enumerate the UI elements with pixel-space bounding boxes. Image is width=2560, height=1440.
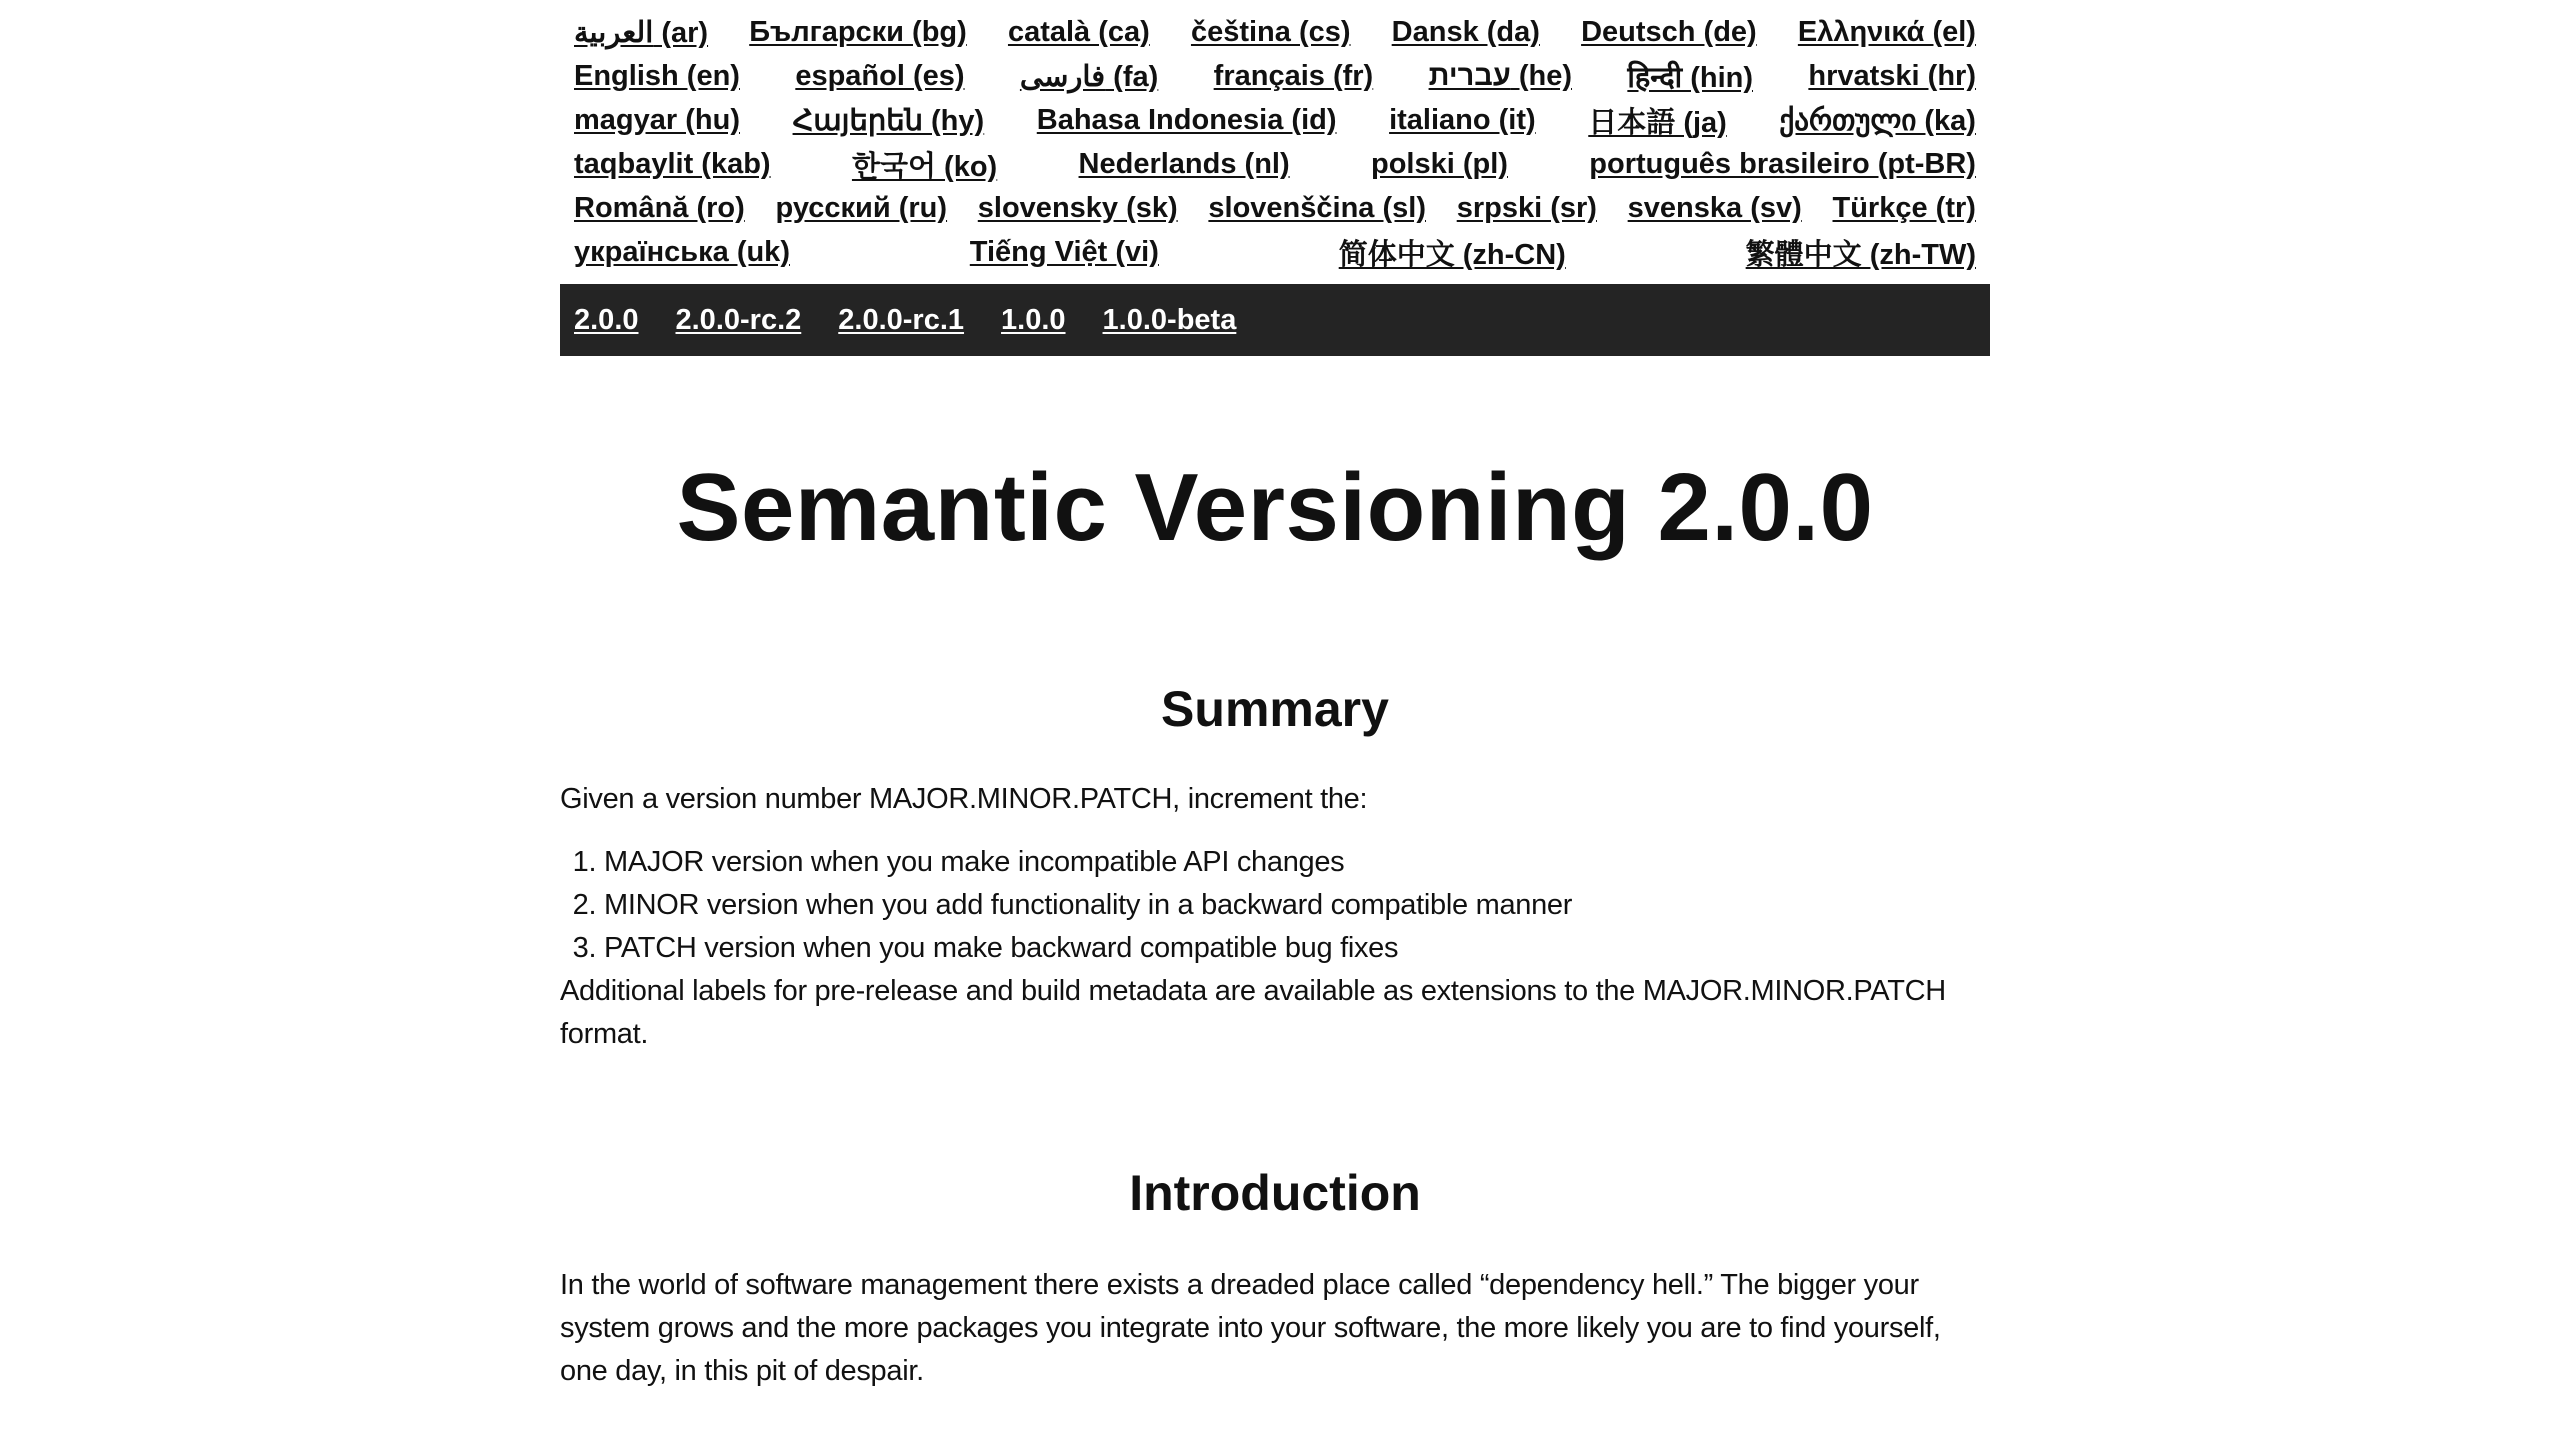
lang-link-zh-tw[interactable]: 繁體中文 (zh-TW) [1745,238,1976,271]
language-row-5 [574,186,1976,230]
language-row-1 [574,10,1976,54]
lang-link-tr[interactable]: Türkçe (tr) [1832,191,1976,224]
lang-link-ja[interactable]: 日本語 (ja) [1588,106,1727,139]
lang-link-cs[interactable]: čeština (cs) [1190,15,1351,48]
page [560,0,1990,1393]
introduction-section [560,1165,1990,1393]
lang-link-bg[interactable]: Български (bg) [749,15,967,48]
summary-list [560,841,1990,970]
lang-link-sk[interactable]: slovensky (sk) [977,191,1178,224]
language-nav [560,0,1990,274]
version-link-2-0-0-rc2[interactable]: 2.0.0-rc.2 [675,303,802,336]
lang-link-hin[interactable]: हिन्दी (hin) [1627,61,1753,94]
lang-link-fr[interactable]: français (fr) [1213,59,1374,92]
lang-link-de[interactable]: Deutsch (de) [1581,15,1757,48]
summary-list-item-minor: 2. MINOR version when you add functionality in a backward compatible manner [604,884,1990,927]
summary-note: Additional labels for pre-release and build metadata are available as extensions to the MAJOR.MINOR.PATCH format. [560,975,1946,1050]
version-bar [560,284,1990,356]
version-link-2-0-0[interactable]: 2.0.0 [574,303,639,336]
lang-link-ko[interactable]: 한국어 (ko) [851,150,998,183]
lang-link-el[interactable]: Ελληνικά (el) [1797,15,1976,48]
lang-link-sr[interactable]: srpski (sr) [1456,191,1597,224]
lang-link-uk[interactable]: українська (uk) [574,235,790,268]
lang-link-hr[interactable]: hrvatski (hr) [1808,59,1976,92]
summary-list-item-patch: 3. PATCH version when you make backward compatible bug fixes [604,927,1990,970]
language-row-4 [574,142,1976,186]
lang-link-hu[interactable]: magyar (hu) [574,103,740,136]
version-link-1-0-0-beta[interactable]: 1.0.0-beta [1102,303,1237,336]
lang-link-ro[interactable]: Română (ro) [574,191,745,224]
page-title: Semantic Versioning 2.0.0 [676,454,1874,561]
lang-link-en[interactable]: English (en) [574,59,740,92]
introduction-heading: Introduction [1129,1165,1421,1221]
lang-link-nl[interactable]: Nederlands (nl) [1078,147,1290,180]
lang-link-ka[interactable]: ქართული (ka) [1779,104,1976,137]
lang-link-pt-br[interactable]: português brasileiro (pt-BR) [1589,147,1976,180]
language-row-2 [574,54,1976,98]
summary-intro-text: Given a version number MAJOR.MINOR.PATCH, increment the: [560,783,1368,815]
lang-link-he[interactable]: עברית (he) [1428,59,1572,92]
lang-link-id[interactable]: Bahasa Indonesia (id) [1036,103,1337,136]
lang-link-da[interactable]: Dansk (da) [1391,15,1540,48]
lang-link-es[interactable]: español (es) [795,59,965,92]
language-row-6 [574,230,1976,274]
version-link-2-0-0-rc1[interactable]: 2.0.0-rc.1 [838,303,965,336]
lang-link-hy[interactable]: Հայերեն (hy) [792,104,985,137]
lang-link-ru[interactable]: русский (ru) [775,191,948,224]
lang-link-ar[interactable]: العربية (ar) [574,16,709,49]
lang-link-ca[interactable]: català (ca) [1007,15,1150,48]
lang-link-sv[interactable]: svenska (sv) [1627,191,1802,224]
lang-link-it[interactable]: italiano (it) [1389,103,1536,136]
lang-link-zh-cn[interactable]: 简体中文 (zh-CN) [1338,238,1566,271]
language-row-3 [574,98,1976,142]
lang-link-pl[interactable]: polski (pl) [1370,147,1508,180]
lang-link-fa[interactable]: فارسی (fa) [1019,60,1159,93]
version-link-1-0-0[interactable]: 1.0.0 [1001,303,1066,336]
summary-list-item-major: 1. MAJOR version when you make incompatible API changes [604,841,1990,884]
lang-link-sl[interactable]: slovenščina (sl) [1208,191,1426,224]
lang-link-vi[interactable]: Tiếng Việt (vi) [969,235,1159,268]
summary-section [560,681,1990,1056]
lang-link-kab[interactable]: taqbaylit (kab) [574,147,771,180]
summary-heading: Summary [1161,681,1389,737]
introduction-paragraph: In the world of software management there exists a dreaded place called “dependency hell.” The bigger your system grows and the more packages you integrate into your software, the more likely you are to find yourself, one day, in this pit of despair. [560,1269,1941,1387]
